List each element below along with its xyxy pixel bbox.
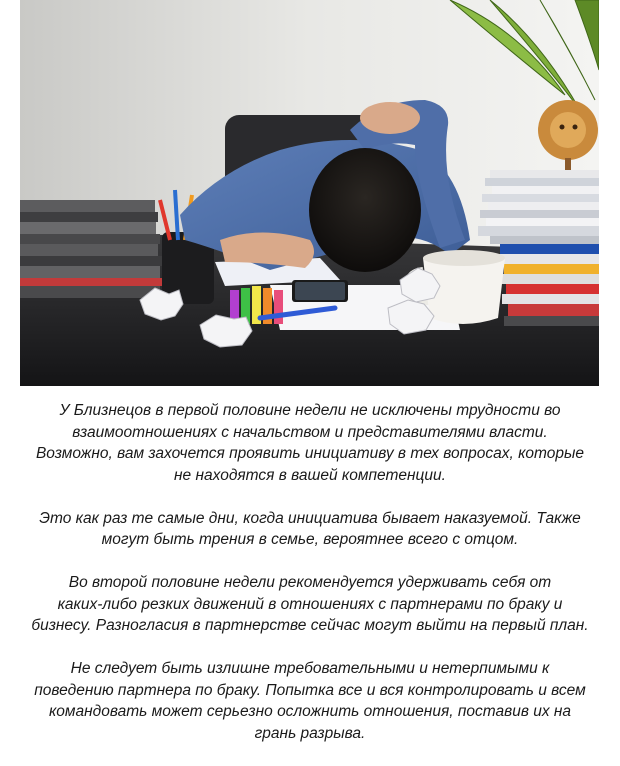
text-line: командовать может серьезно осложнить отношения, поставив их на (48, 703, 572, 720)
paragraph-3 (10, 572, 610, 637)
text-line: не находятся в вашей компетенции. (174, 466, 446, 484)
paragraph-1 (10, 400, 610, 486)
article-text (10, 400, 610, 766)
text-line: каких-либо резких движений в отношениях с партнерами по браку и (57, 595, 563, 613)
text-line: Возможно, вам захочется проявить инициативу в тех вопросах, которые (35, 445, 585, 462)
text-line: Это как раз те самые дни, когда инициатива бывает наказуемой. Также (39, 509, 581, 527)
text-line: могут быть трения в семье, вероятнее всего с отцом. (101, 531, 519, 548)
text-line: бизнесу. Разногласия в партнерстве сейчас могут выйти на первый план. (31, 617, 589, 634)
text-line: грань разрыва. (254, 724, 366, 742)
text-line: Во второй половине недели рекомендуется удерживать себя от (68, 574, 552, 591)
text-line: взаимоотношениях с начальством и представителями власти. (72, 423, 548, 441)
tired-worker-illustration (20, 0, 599, 386)
text-line: Не следует быть излишне требовательными и нетерпимыми к (70, 660, 550, 677)
article-photo (20, 0, 599, 386)
paragraph-2 (10, 508, 610, 551)
paragraph-4 (10, 658, 610, 744)
binder-stack-left (20, 200, 163, 298)
text-line: У Близнецов в первой половине недели не исключены трудности во (59, 402, 561, 419)
text-line: поведению партнера по браку. Попытка все и вся контролировать и всем (34, 681, 586, 699)
